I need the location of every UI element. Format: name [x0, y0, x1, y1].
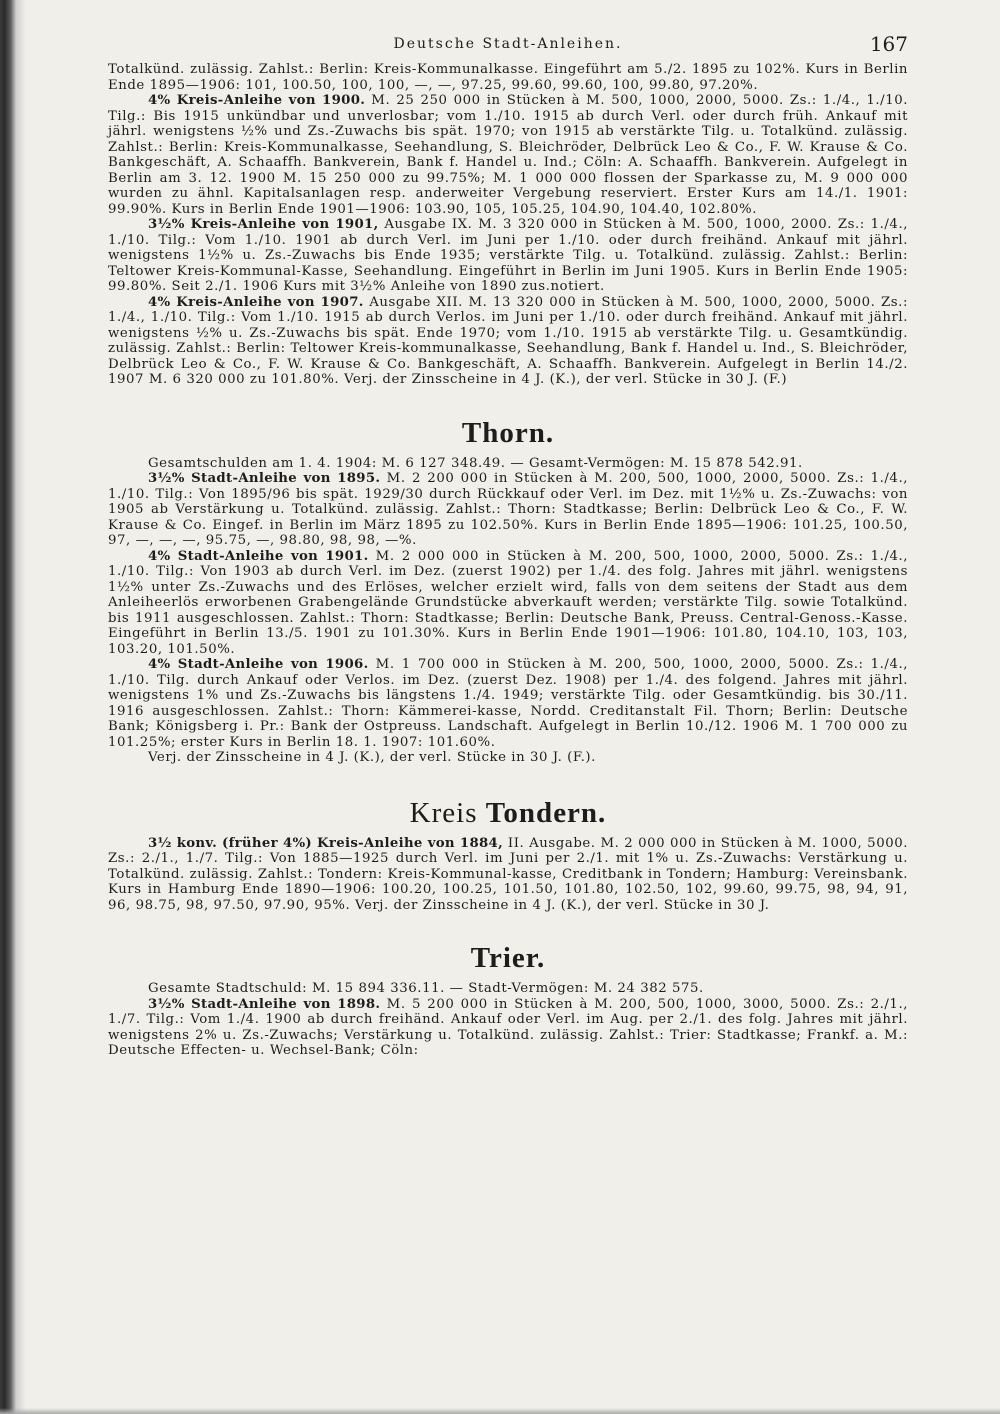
section-teltow: [108, 62, 908, 388]
city-summary: Gesamtschulden am 1. 4. 1904: M. 6 127 348.49. — Gesamt-Vermögen: M. 15 878 542.91.: [148, 455, 803, 471]
loan-title: 3½ konv. (früher 4%) Kreis-Anleihe von 1884,: [148, 835, 504, 851]
loan-text: M. 1 700 000 in Stücken à M. 200, 500, 1000, 2000, 5000. Zs.: 1./4., 1./10. Tilg. durch Ankauf oder Verlos. im Dez. (zuerst Dez. 1908) per 1./4. des folgend. Jahres mit jährl. wenigstens 1% und Zs.-Zuwachs bis längstens 1./4. 1949; verstärkte Tilg. oder Gesamtkündig. bis 30./11. 1916 ausgeschlossen. Zahlst.: Thorn: Kämmerei-kasse, Nordd. Creditanstalt Fil. Thorn; Berlin: Deutsche Bank; Königsberg i. Pr.: Bank der Ostpreuss. Landschaft. Aufgelegt in Berlin 10./12. 1906 M. 1 700 000 zu 101.25%; erster Kurs in Berlin 18. 1. 1907: 101.60%.: [108, 657, 909, 750]
city-heading-name: Tondern.: [485, 796, 607, 829]
loan-text: Ausgabe XII. M. 13 320 000 in Stücken à M. 500, 1000, 2000, 5000. Zs.: 1./4., 1./10. Tilg.: Vom 1./10. 1915 ab durch Verlos. im Juni per 1./10. oder durch freihänd. Ankauf mit jährl. wenigstens ½% u. Zs.-Zuwachs bis spät. Ende 1970; vom 1./10. 1915 ab verstärkte Tilg. u. Gesamtkündig. zulässig. Zahlst.: Berlin: Teltower Kreis-kommunalkasse, Seehandlung, Bank f. Handel u. Ind., S. Bleichröder, Delbrück Leo & Co., F. W. Krause & Co. Bankgeschäft, A. Schaaffh. Bankverein. Aufgelegt in Berlin 14./2. 1907 M. 6 320 000 zu 101.80%. Verj. der Zinsscheine in 4 J. (K.), der verl. Stücke in 30 J. (F.): [108, 294, 908, 387]
limitation-note: Verj. der Zinsscheine in 4 J. (K.), der verl. Stücke in 30 J. (F.).: [148, 750, 596, 765]
loan-text: II. Ausgabe. M. 2 000 000 in Stücken à M. 1000, 5000. Zs.: 2./1., 1./7. Tilg.: Von 1885—1925 durch Verl. im Juni per 2./1. mit 1% u. Zs.-Zuwachs: Verstärkung u. Totalkünd. zulässig. Zahlst.: Tondern: Kreis-Kommunal-kasse, Creditbank in Tondern; Hamburg: Vereinsbank. Kurs in Hamburg Ende 1890—1906: 100.20, 100.25, 101.50, 101.80, 102.50, 102, 99.60, 99.75, 98, 94, 91, 96, 98.75, 98, 97.50, 97.90, 95%. Verj. der Zinsscheine in 4 J. (K.), der verl. Stücke in 30 J.: [108, 835, 908, 913]
city-heading-thorn: Thorn.: [461, 416, 555, 449]
loan-title: 3½% Stadt-Anleihe von 1895.: [148, 471, 381, 486]
section-thorn: [108, 416, 908, 766]
loan-title: 3½% Kreis-Anleihe von 1901,: [148, 217, 379, 232]
loan-entry: [108, 217, 908, 295]
loan-entry: [108, 93, 908, 217]
scan-bottom-edge: [0, 1408, 1000, 1414]
loan-title: 4% Stadt-Anleihe von 1901.: [148, 548, 369, 564]
loan-text: Ausgabe IX. M. 3 320 000 in Stücken à M. 500, 1000, 2000. Zs.: 1./4., 1./10. Tilg.: Vom 1./10. 1901 ab durch Verl. im Juni per 1./10. oder durch freihänd. Ankauf mit jährl. wenigstens 1½% u. Zs.-Zuwachs bis Ende 1935; verstärkte Tilg. u. Totalkünd. zulässig. Zahlst.: Berlin: Teltower Kreis-Kommunal-Kasse, Seehandlung. Eingeführt in Berlin im Juni 1905. Kurs in Berlin Ende 1905: 99.80%. Seit 2./1. 1906 Kurs mit 3½% Anleihe von 1890 zus.notiert.: [108, 217, 908, 294]
loan-entry: [108, 836, 908, 914]
loan-title: 4% Stadt-Anleihe von 1906.: [148, 657, 369, 672]
section-trier: [108, 941, 908, 1059]
loan-entry: [108, 997, 908, 1059]
section-tondern: [108, 796, 908, 914]
loan-title: 4% Kreis-Anleihe von 1900.: [148, 93, 366, 108]
loan-entry: [108, 471, 908, 549]
loan-text: M. 25 250 000 in Stücken à M. 500, 1000, 2000, 5000. Zs.: 1./4., 1./10. Tilg.: Bis 1915 unkündbar und unverlosbar; vom 1./10. 1915 ab durch Verl. oder durch früh. Ankauf mit jährl. wenigstens ½% und Zs.-Zuwachs bis spät. 1970; von 1915 ab verstärkte Tilg. u. Totalkünd. zulässig. Zahlst.: Berlin: Kreis-Kommunalkasse, Seehandlung, S. Bleichröder, Delbrück Leo & Co., F. W. Krause & Co. Bankgeschäft, A. Schaaffh. Bankverein, Bank f. Handel u. Ind.; Cöln: A. Schaaffh. Bankverein. Aufgelegt in Berlin am 3. 12. 1900 M. 15 250 000 zu 99.75%; M. 1 000 000 flossen der Sparkasse zu, M. 9 000 000 wurden zu ähnl. Kapitalsanlagen resp. anderweiter Vergebung reserviert. Erster Kurs am 14./1. 1901: 99.90%. Kurs in Berlin Ende 1901—1906: 103.90, 105, 105.25, 104.90, 104.40, 102.80%.: [108, 93, 908, 217]
scan-binding-edge: [0, 0, 26, 1414]
loan-entry: [108, 657, 908, 750]
city-heading-prefix: Kreis: [409, 796, 478, 829]
loan-entry: [108, 549, 908, 658]
loan-entry: [108, 295, 908, 388]
running-title: Deutsche Stadt-Anleihen.: [393, 36, 623, 52]
loan-title: 3½% Stadt-Anleihe von 1898.: [148, 996, 381, 1012]
loan-text: M. 5 200 000 in Stücken à M. 200, 500, 1000, 3000, 5000. Zs.: 2./1., 1./7. Tilg.: Vom 1./4. 1900 ab durch freihänd. Ankauf oder Verl. im Aug. per 2./1. des folg. Jahres mit jährl. wenigstens 2% u. Zs.-Zuwachs; Verstärkung u. Totalkünd. zulässig. Zahlst.: Trier: Stadtkasse; Frankf. a. M.: Deutsche Effecten- u. Wechsel-Bank; Cöln:: [108, 996, 908, 1058]
teltow-continuation: Totalkünd. zulässig. Zahlst.: Berlin: Kreis-Kommunalkasse. Eingeführt am 5./2. 1895 zu 102%. Kurs in Berlin Ende 1895—1906: 101, 100.50, 100, 100, —, —, 97.25, 99.60, 99.60, 100, 99.80, 97.20%.: [108, 62, 908, 93]
document-page: [108, 32, 909, 1059]
city-heading-tondern: [108, 796, 908, 830]
page-number: 167: [869, 32, 908, 56]
loan-text: M. 2 000 000 in Stücken à M. 200, 500, 1000, 2000, 5000. Zs.: 1./4., 1./10. Tilg.: Von 1903 ab durch Verl. im Dez. (zuerst 1902) per 1./4. des folg. Jahres mit jährl. wenigstens 1½% unter Zs.-Zuwachs und des Erlöses, welcher erzielt wird, falls von dem seitens der Stadt aus dem Anleiheerlös erworbenen Grabengelände Grundstücke abverkauft werden; verstärkte Tilg. sowie Totalkünd. bis 1911 ausgeschlossen. Zahlst.: Thorn: Stadtkasse; Berlin: Deutsche Bank, Preuss. Central-Genoss.-Kasse. Eingeführt in Berlin 13./5. 1901 zu 101.30%. Kurs in Berlin Ende 1901—1906: 101.80, 104.10, 103, 103, 103.20, 101.50%.: [108, 548, 909, 657]
loan-title: 4% Kreis-Anleihe von 1907.: [148, 294, 364, 310]
city-heading-trier: Trier.: [470, 942, 546, 974]
running-head: [108, 32, 908, 62]
city-summary: Gesamte Stadtschuld: M. 15 894 336.11. — Stadt-Vermögen: M. 24 382 575.: [148, 981, 704, 996]
loan-text: M. 2 200 000 in Stücken à M. 200, 500, 1000, 2000, 5000. Zs.: 1./4., 1./10. Tilg.: Von 1895/96 bis spät. 1929/30 durch Rückkauf oder Verl. im Dez. mit 1½% u. Zs.-Zuwachs: von 1905 ab Verstärkung u. Totalkünd. zulässig. Zahlst.: Thorn: Stadtkasse; Berlin: Delbrück Leo & Co., F. W. Krause & Co. Eingef. in Berlin im März 1895 zu 102.50%. Kurs in Berlin Ende 1895—1906: 101.25, 100.50, 97, —, —, —, 95.75, —, 98.80, 98, 98, —%.: [108, 471, 908, 548]
